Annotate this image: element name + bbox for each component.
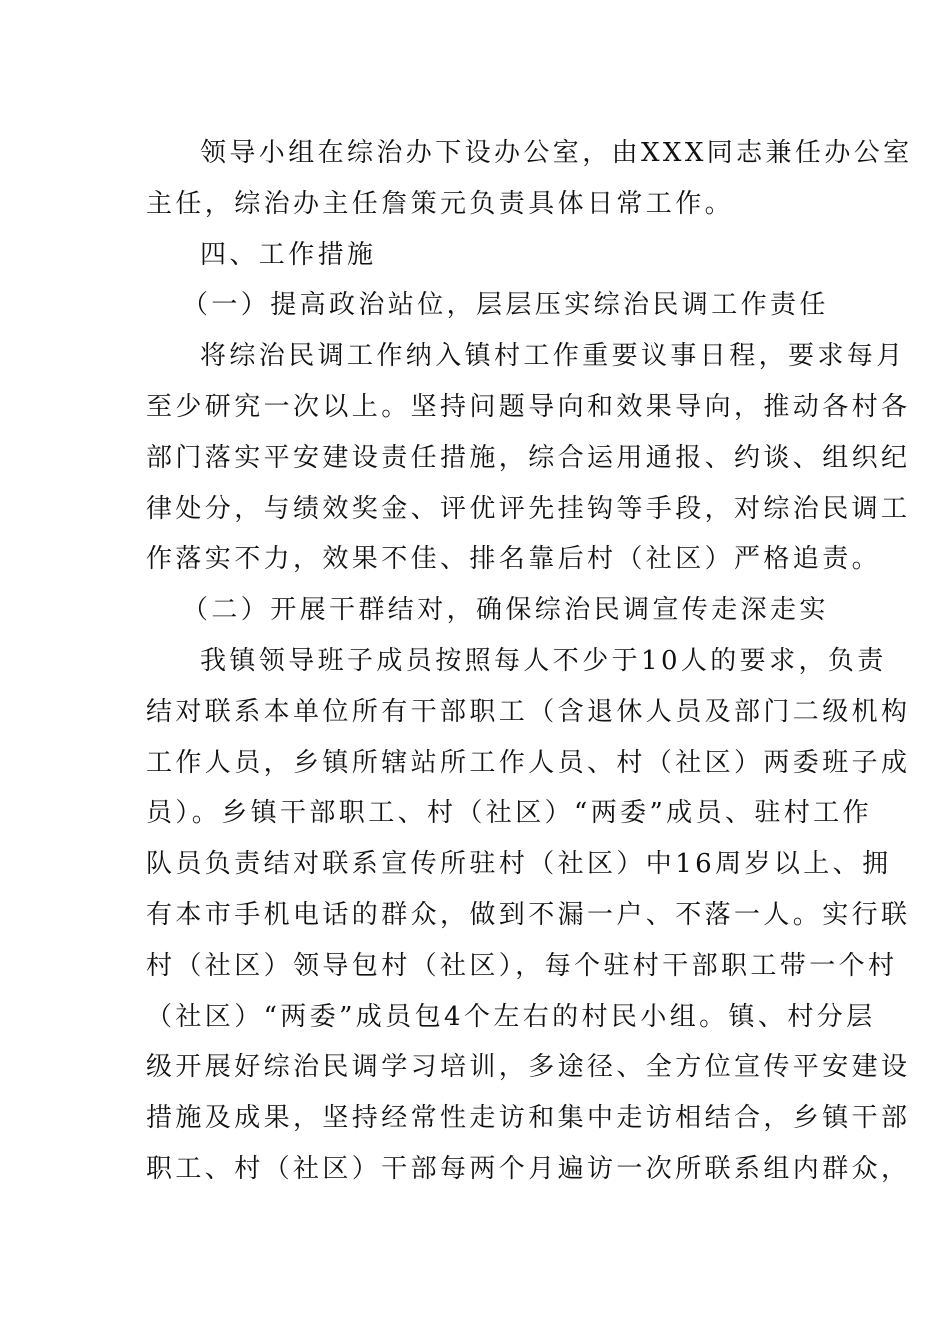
text-line: 职工、村（社区）干部每两个月遍访一次所联系组内群众，: [146, 1153, 911, 1184]
text-line: 将综治民调工作纳入镇村工作重要议事日程，要求每月: [200, 341, 906, 372]
text-line: 律处分，与绩效奖金、评优评先挂钩等手段，对综治民调工: [146, 493, 911, 524]
text-line: 领导小组在综治办下设办公室，由XXX同志兼任办公室: [200, 138, 913, 168]
paragraph-responsibility: [146, 331, 911, 585]
paragraph-office-setup: [146, 128, 913, 230]
text-line: 作落实不力，效果不佳、排名靠后村（社区）严格追责。: [146, 544, 882, 575]
document-page: [146, 128, 913, 1195]
text-line: 结对联系本单位所有干部职工（含退休人员及部门二级机构: [146, 696, 911, 727]
text-line: 工作人员，乡镇所辖站所工作人员、村（社区）两委班子成: [146, 747, 911, 778]
text-line: 队员负责结对联系宣传所驻村（社区）中16周岁以上、拥: [146, 849, 892, 880]
text-line: 主任，综治办主任詹策元负责具体日常工作。: [146, 188, 735, 219]
text-line: 部门落实平安建设责任措施，综合运用通报、约谈、组织纪: [146, 442, 911, 473]
subsection-heading-1: （一）提高政治站位，层层压实综治民调工作责任: [182, 290, 829, 321]
text-line: 我镇领导班子成员按照每人不少于10人的要求，负责: [200, 645, 887, 676]
text-line: 员）。乡镇干部职工、村（社区）“两委”成员、驻村工作: [146, 798, 872, 829]
text-line: 级开展好综治民调学习培训，多途径、全方位宣传平安建设: [146, 1052, 911, 1083]
text-line: 措施及成果，坚持经常性走访和集中走访相结合，乡镇干部: [146, 1103, 911, 1134]
text-line: （社区）“两委”成员包4个左右的村民小组。镇、村分层: [146, 1001, 876, 1032]
paragraph-cadre-pairing: [146, 636, 911, 1195]
text-line: 有本市手机电话的群众，做到不漏一户、不落一人。实行联: [146, 899, 911, 930]
section-heading-work-measures: 四、工作措施: [200, 239, 377, 270]
subsection-heading-2: （二）开展干群结对，确保综治民调宣传走深走实: [182, 595, 829, 626]
text-line: 村（社区）领导包村（社区），每个驻村干部职工带一个村: [146, 950, 898, 981]
text-line: 至少研究一次以上。坚持问题导向和效果导向，推动各村各: [146, 391, 911, 422]
